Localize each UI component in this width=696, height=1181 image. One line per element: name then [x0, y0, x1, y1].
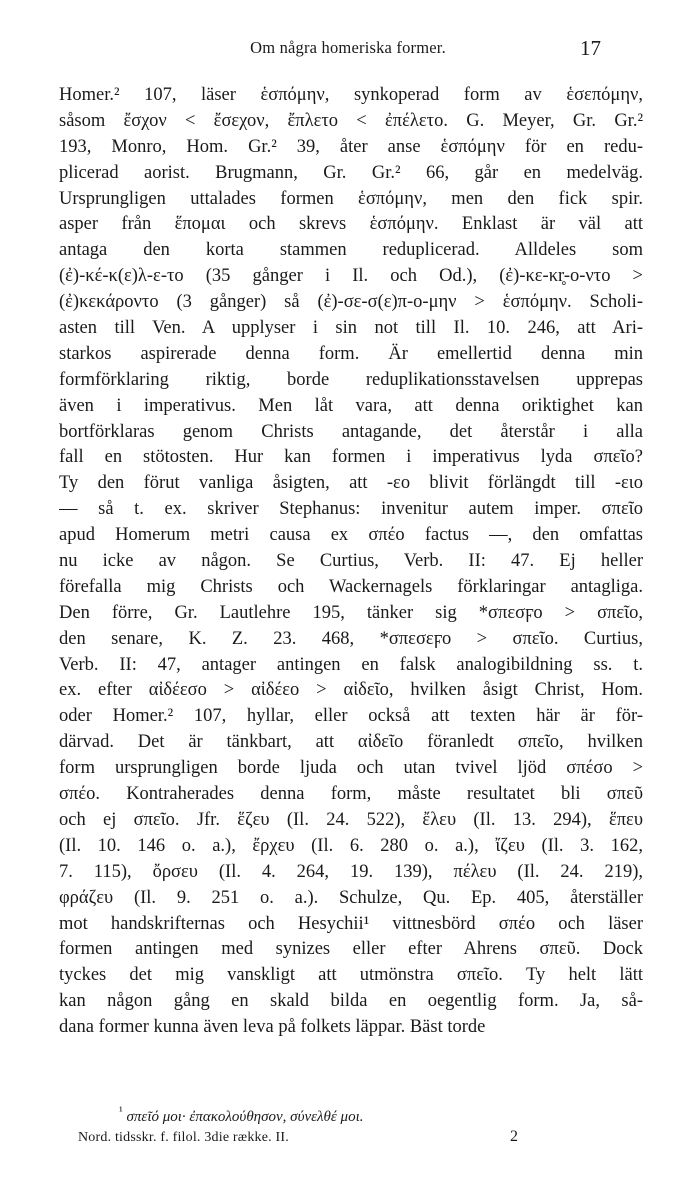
text-line: bortförklaras genom Christs antagande, det återstår i alla — [59, 421, 643, 442]
text-line: asper från ἕπομαι och skrevs ἑσπόμην. Enklast är väl att — [59, 214, 643, 235]
text-line: dana former kunna även leva på folkets läppar. Bäst torde — [59, 1017, 486, 1038]
text-line: oder Homer.² 107, hyllar, eller också att texten här är för- — [59, 706, 643, 727]
text-line: (Il. 10. 146 o. a.), ἔρχευ (Il. 6. 280 o. a.), ἴζευ (Il. 3. 162, — [59, 835, 643, 856]
text-line: mot handskrifternas och Hesychii¹ vittnesbörd σπέο och läser — [59, 913, 643, 934]
footnote — [59, 1100, 643, 1128]
text-line: φράζευ (Il. 9. 251 o. a.). Schulze, Qu. Ep. 405, återställer — [59, 887, 643, 908]
text-line: kan någon gång en skald bilda en oegentlig form. Ja, så- — [59, 991, 643, 1012]
footnote-text: σπεῖό μοι· ἐπακολούθησον, σύνελθέ μοι. — [126, 1109, 364, 1125]
text-line: starkos aspirerade denna form. Är emellertid denna min — [59, 343, 643, 364]
sheet-number: 2 — [510, 1128, 518, 1145]
text-line: Homer.² 107, läser ἑσπόμην, synkoperad form av ἑσεπόμην, — [59, 85, 643, 105]
text-line: den senare, K. Z. 23. 468, *σπεσεϝο > σπεῖο. Curtius, — [59, 628, 643, 649]
text-line: formen antingen med synizes eller efter Ahrens σπεῦ. Dock — [59, 939, 643, 960]
text-line: antaga den korta stammen reduplicerad. Alldeles som — [59, 240, 643, 261]
text-line: 7. 115), ὄρσευ (Il. 4. 264, 19. 139), πέλευ (Il. 24. 219), — [59, 861, 643, 882]
footnote-marker: ¹ — [119, 1104, 123, 1118]
text-line: apud Homerum metri causa ex σπέο factus —, den omfattas — [59, 525, 643, 546]
journal-signature: Nord. tidsskr. f. filol. 3die række. II. — [78, 1130, 289, 1145]
text-line: ex. efter αἰδέεσο > αἰδέεο > αἰδεῖο, hvilken åsigt Christ, Hom. — [59, 680, 643, 701]
text-line: Den förre, Gr. Lautlehre 195, tänker sig *σπεσϝο > σπεῖο, — [59, 602, 643, 623]
text-line: σπέο. Kontraherades denna form, måste resultatet bli σπεῦ — [59, 784, 643, 805]
running-title: Om några homeriska former. — [250, 38, 446, 57]
text-line: (ἐ)-κέ-κ(ε)λ-ε-το (35 gånger i Il. och Od.), (ἐ)-κε-κr̥-ο-ντο > — [59, 266, 643, 287]
text-line: och ej σπεῖο. Jfr. ἕζευ (Il. 24. 522), ἔλευ (Il. 13. 294), ἕπευ — [59, 809, 643, 830]
text-line: Ursprungligen uttalades formen ἑσπόμην, men den fick spir. — [59, 188, 643, 209]
text-line: formförklaring riktig, borde reduplikationsstavelsen upprepas — [59, 369, 643, 390]
text-line: även i imperativus. Men låt vara, att denna oriktighet kan — [59, 395, 643, 416]
text-line: — så t. ex. skriver Stephanus: invenitur autem imper. σπεῖο — [59, 499, 643, 520]
text-line: nu icke av någon. Se Curtius, Verb. II: 47. Ej heller — [59, 551, 643, 572]
text-line: Ty den förut vanliga åsigten, att -εο blivit förlängdt till -ειο — [59, 473, 643, 494]
body-text — [59, 83, 643, 1041]
text-line: form ursprungligen borde ljuda och utan tvivel ljöd σπέσο > — [59, 758, 643, 779]
text-line: 193, Monro, Hom. Gr.² 39, åter anse ἑσπόμην för en redu- — [59, 136, 643, 157]
text-line: (ἐ)κεκάροντο (3 gånger) så (ἐ)-σε-σ(ε)π-ο-μην > ἑσπόμην. Scholi- — [59, 292, 643, 313]
text-line: därvad. Det är tänkbart, att αἰδεῖο föranledt σπεῖο, hvilken — [59, 732, 643, 753]
text-line: plicerad aorist. Brugmann, Gr. Gr.² 66, går en medelväg. — [59, 162, 643, 183]
page-number: 17 — [580, 36, 601, 60]
text-line: såsom ἔσχον < ἔσεχον, ἔπλετο < ἐπέλετο. G. Meyer, Gr. Gr.² — [59, 110, 643, 131]
text-line: Verb. II: 47, antager antingen en falsk analogibildning ss. t. — [59, 654, 643, 675]
text-line: fall en stötosten. Hur kan formen i imperativus lyda σπεῖο? — [59, 447, 643, 468]
footnote-line — [59, 1100, 643, 1128]
text-line: asten till Ven. A upplyser i sin not till Il. 10. 246, att Ari- — [59, 318, 643, 339]
text-line: tyckes det mig vanskligt att utmönstra σπεῖο. Ty helt lätt — [59, 965, 643, 986]
text-line: förefalla mig Christs och Wackernagels förklaringar antagliga. — [59, 576, 643, 597]
